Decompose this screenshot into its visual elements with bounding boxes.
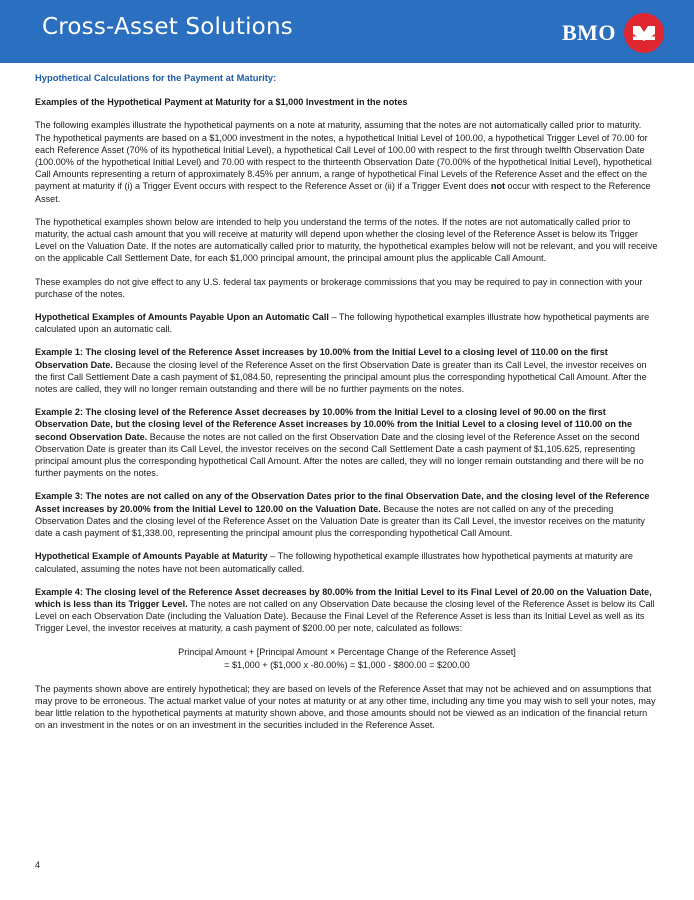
example-1	[35, 346, 659, 395]
maturity-paragraph	[35, 550, 659, 574]
header-title: Cross-Asset Solutions	[42, 14, 293, 40]
document-body	[35, 72, 659, 742]
example-3-text: Because the notes are not called on any of the preceding Observation Dates and the closing level of the Reference Asset on the Valuation Date is greater than its Call Level, the investor receives on the maturity date a cash payment of $1,338.00, representing the principal amount plus the corresponding hypothetical Call Amount.	[35, 503, 645, 539]
page-number: 4	[35, 860, 41, 870]
auto-call-text: – The following hypothetical examples illustrate how hypothetical payments are calculated upon an automatic call.	[35, 312, 650, 335]
example-4	[35, 586, 659, 635]
example-2-text: Because the notes are not called on the first Observation Date and the closing level of the Reference Asset on the second Observation Date is greater than its Call Level, the investor receives on the second Call Settlement Date a cash payment of $1,105.625, representing principal amount plus the corresponding hypothetical Call Amount. After the notes are called, they will no longer remain outstanding and there will be no further payments on the notes.	[35, 431, 644, 479]
examples-heading: Examples of the Hypothetical Payment at Maturity for a $1,000 Investment in the notes	[35, 97, 408, 108]
formula-line-2: = $1,000 + ($1,000 x -80.00%) = $1,000 - $800.00 = $200.00	[224, 659, 470, 670]
closing-paragraph: The payments shown above are entirely hypothetical; they are based on levels of the Reference Asset that may not be achieved and on assumptions that may prove to be erroneous. The actual market value of your notes at maturity or at any other time, including any time you may wish to sell your notes, may bear little relation to the hypothetical payments at maturity shown above, and those amounts should not be viewed as an indication of the financial return on an investment in the notes or on an investment in the securities included in the Reference Asset.	[35, 683, 656, 731]
example-1-text: Because the closing level of the Reference Asset on the first Observation Date is greater than its Call Level, the investor receives on the first Call Settlement Date a cash payment of $1,084.50, representing the principal amount plus the corresponding hypothetical Call Amount. After the notes are called, they will no longer remain outstanding and there will be no further payments on the notes.	[35, 359, 647, 395]
intro-paragraph-1-text: The following examples illustrate the hypothetical payments on a note at maturity, assuming that the notes are not automatically called prior to maturity. The hypothetical payments are based on a $1,000 investment in the notes, a hypothetical Initial Level of 100.00, a hypothetical Trigger Level of 70.00 for each Reference Asset (70% of its hypothetical Initial Level), a hypothetical Call Level of 100.00 with respect to the first through twelfth Observation Date (100.00% of the hypothetical Initial Level) and 70.00 with respect to the thirteenth Observation Date (70.00% of the hypothetical Initial Level), hypothetical Call Amounts representing a return of approximately 8.45% per annum, a range of hypothetical Final Levels of the Reference Asset and the effect on the payment at maturity if (i) a Trigger Event occurs with respect to the Reference Asset or (ii) if a Trigger Event does	[35, 120, 652, 192]
example-4-text: The notes are not called on any Observation Date because the closing level of the Reference Asset is below its Call Level on each Observation Date (including the Valuation Date). Because the Final Level of the Reference Asset is less than its Initial Level as well as its Trigger Level, the investor receives at maturity, a cash payment of $200.00 per note, calculated as follows:	[35, 598, 655, 634]
example-3-heading: Example 3: The notes are not called on any of the Observation Dates prior to the final Observation Date, and the closing level of the Reference Asset increases by 20.00% from the Initial Level to 120.00 on the Valuation Date.	[35, 491, 650, 514]
intro-paragraph-3: These examples do not give effect to any U.S. federal tax payments or brokerage commissions that you may be required to pay in connection with your purchase of the notes.	[35, 276, 643, 299]
auto-call-paragraph	[35, 311, 659, 335]
section-title: Hypothetical Calculations for the Payment at Maturity:	[35, 72, 277, 83]
intro-paragraph-2: The hypothetical examples shown below are intended to help you understand the terms of the notes. If the notes are not automatically called prior to maturity, the actual cash amount that you will receive at maturity will depend upon whether the closing level of the Reference Asset is below its Trigger Level on the Valuation Date. If the notes are automatically called prior to maturity, the hypothetical examples below will not be relevant, and you will receive on the applicable Call Settlement Date, for each $1,000 principal amount, the principal amount plus the applicable Call Amount.	[35, 216, 658, 264]
brand-name: BMO	[561, 20, 616, 45]
intro-paragraph-1	[35, 119, 659, 204]
example-3	[35, 490, 659, 539]
example-2-heading: Example 2: The closing level of the Reference Asset decreases by 10.00% from the Initial Level to a closing level of 90.00 on the first Observation Date, but the closing level of the Reference Asset increases by 10.00% from the Initial Level to a closing level of 110.00 on the second Observation Date.	[35, 407, 633, 442]
page-header	[0, 0, 694, 63]
brand-logo	[562, 13, 664, 53]
maturity-heading: Hypothetical Example of Amounts Payable at Maturity	[35, 551, 268, 562]
formula-line-1: Principal Amount + [Principal Amount × Percentage Change of the Reference Asset]	[178, 646, 516, 657]
maturity-text: – The following hypothetical example illustrates how hypothetical payments at maturity are calculated, assuming the notes have not been automatically called.	[35, 551, 633, 574]
example-1-heading: Example 1: The closing level of the Reference Asset increases by 10.00% from the Initial Level to a closing level of 110.00 on the first Observation Date.	[35, 347, 608, 370]
intro-paragraph-1-end: occur with respect to the Reference Asset.	[35, 181, 651, 204]
intro-paragraph-1-emphasis: not	[490, 181, 506, 192]
bmo-roundel-icon	[624, 13, 664, 53]
payment-formula	[35, 646, 659, 672]
auto-call-heading: Hypothetical Examples of Amounts Payable Upon an Automatic Call	[35, 312, 329, 323]
example-2	[35, 406, 659, 479]
example-4-heading: Example 4: The closing level of the Reference Asset decreases by 80.00% from the Initial Level to its Final Level of 20.00 on the Valuation Date, which is less than its Trigger Level.	[35, 586, 652, 609]
